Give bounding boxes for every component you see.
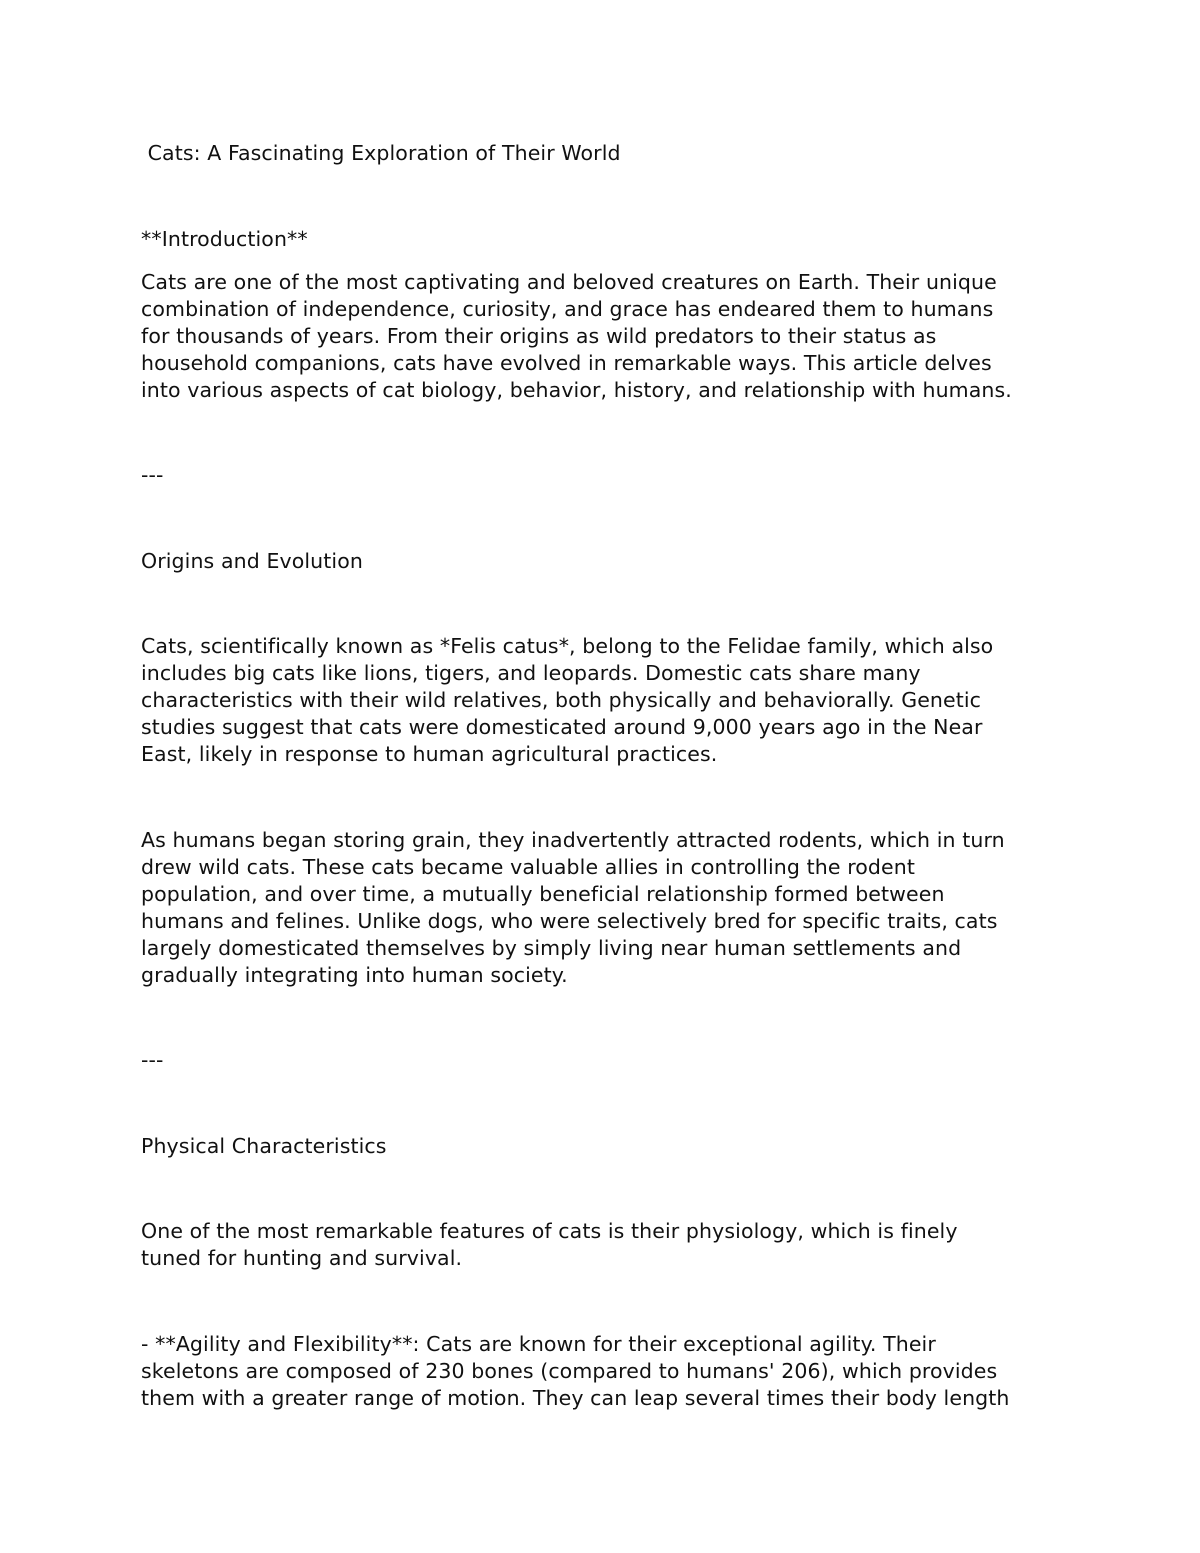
paragraph-line: them with a greater range of motion. They can leap several times their body length	[141, 1386, 1010, 1410]
document-title: Cats: A Fascinating Exploration of Their World	[141, 141, 621, 165]
paragraph-line: includes big cats like lions, tigers, and leopards. Domestic cats share many	[141, 661, 921, 685]
paragraph-line: Cats, scientifically known as *Felis catus*, belong to the Felidae family, which also	[141, 634, 994, 658]
paragraph-line: combination of independence, curiosity, and grace has endeared them to humans	[141, 297, 994, 321]
paragraph-line: - **Agility and Flexibility**: Cats are known for their exceptional agility. Their	[141, 1332, 936, 1356]
section-separator: ---	[141, 463, 164, 487]
paragraph-line: Cats are one of the most captivating and beloved creatures on Earth. Their unique	[141, 270, 997, 294]
paragraph-line: for thousands of years. From their origins as wild predators to their status as	[141, 324, 937, 348]
paragraph-line: into various aspects of cat biology, behavior, history, and relationship with humans.	[141, 378, 1012, 402]
paragraph-line: studies suggest that cats were domesticated around 9,000 years ago in the Near	[141, 715, 983, 739]
paragraph-line: population, and over time, a mutually beneficial relationship formed between	[141, 882, 945, 906]
section-separator: ---	[141, 1048, 164, 1072]
paragraph-line: drew wild cats. These cats became valuable allies in controlling the rodent	[141, 855, 915, 879]
paragraph-line: East, likely in response to human agricultural practices.	[141, 742, 718, 766]
paragraph-line: gradually integrating into human society.	[141, 963, 568, 987]
paragraph-line: characteristics with their wild relatives, both physically and behaviorally. Genetic	[141, 688, 982, 712]
paragraph-line: skeletons are composed of 230 bones (compared to humans' 206), which provides	[141, 1359, 998, 1383]
paragraph-line: largely domesticated themselves by simply living near human settlements and	[141, 936, 962, 960]
origins-heading: Origins and Evolution	[141, 549, 363, 573]
physical-heading: Physical Characteristics	[141, 1134, 387, 1158]
paragraph-line: tuned for hunting and survival.	[141, 1246, 463, 1270]
paragraph-line: humans and felines. Unlike dogs, who were selectively bred for specific traits, cats	[141, 909, 998, 933]
paragraph-line: As humans began storing grain, they inadvertently attracted rodents, which in turn	[141, 828, 1005, 852]
intro-heading: **Introduction**	[141, 227, 308, 251]
paragraph-line: One of the most remarkable features of cats is their physiology, which is finely	[141, 1219, 958, 1243]
paragraph-line: household companions, cats have evolved in remarkable ways. This article delves	[141, 351, 992, 375]
